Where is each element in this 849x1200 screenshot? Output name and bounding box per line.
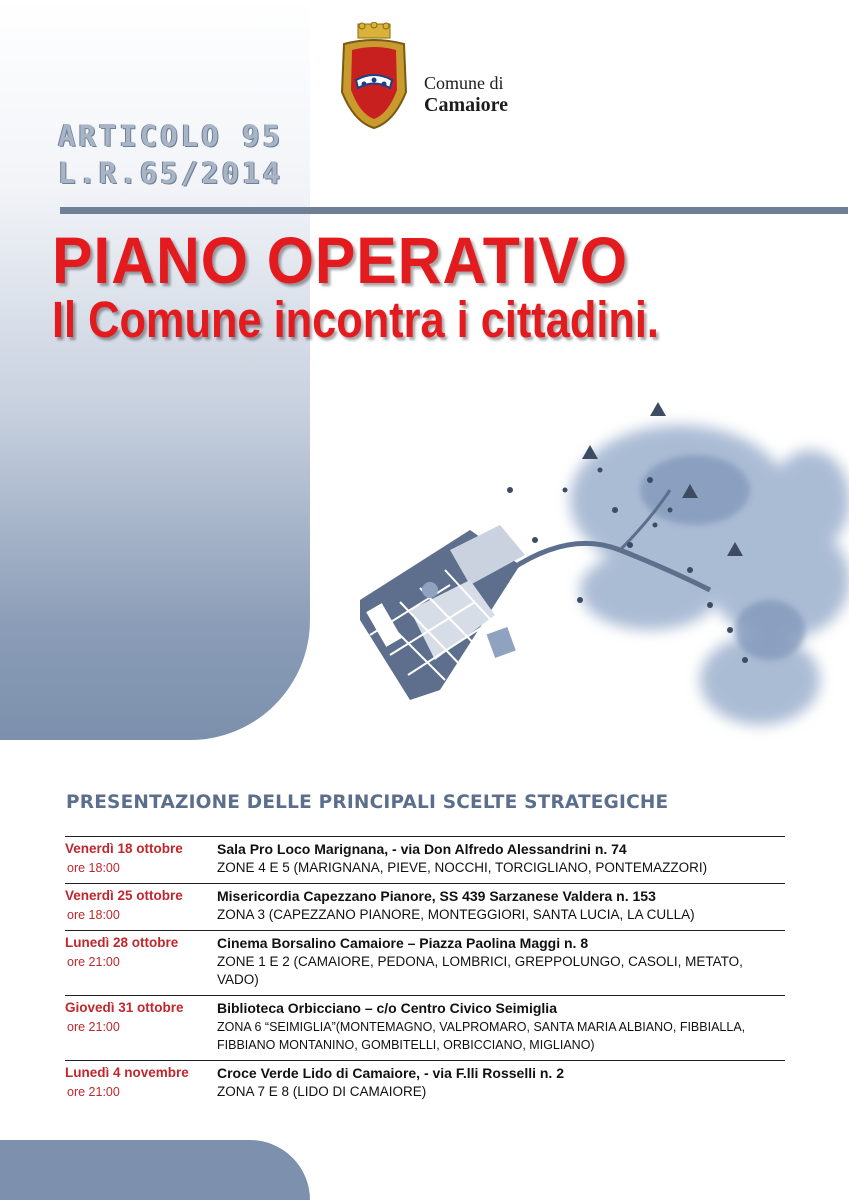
event-item [65, 883, 785, 924]
event-venue: Sala Pro Loco Marignana, - via Don Alfredo Alessandrini n. 74 [217, 841, 627, 857]
event-date: Lunedì 4 novembre [65, 1065, 189, 1080]
event-date: Lunedì 28 ottobre [65, 935, 179, 950]
event-zone: ZONE 1 E 2 (CAMAIORE, PEDONA, LOMBRICI, GREPPOLUNGO, CASOLI, METATO, VADO) [217, 954, 743, 987]
event-venue: Croce Verde Lido di Camaiore, - via F.lli Rosselli n. 2 [217, 1065, 564, 1081]
title-subtitle: Il Comune incontra i cittadini. [52, 291, 659, 348]
event-time: ore 18:00 [67, 908, 120, 922]
events-list [65, 836, 785, 1101]
bottom-decorative-band [0, 1140, 310, 1200]
section-heading: PRESENTAZIONE DELLE PRINCIPALI SCELTE STRATEGICHE [66, 792, 669, 813]
event-venue: Biblioteca Orbicciano – c/o Centro Civico Seimiglia [217, 1000, 557, 1016]
event-item [65, 930, 785, 989]
law-line1: ARTICOLO 95 [58, 119, 284, 153]
background-gradient-panel [0, 0, 310, 740]
event-time: ore 21:00 [67, 1085, 120, 1099]
event-venue: Cinema Borsalino Camaiore – Piazza Paolina Maggi n. 8 [217, 935, 589, 951]
event-zone: ZONA 3 (CAPEZZANO PIANORE, MONTEGGIORI, SANTA LUCIA, LA CULLA) [217, 907, 695, 922]
event-item [65, 836, 785, 877]
event-venue: Misericordia Capezzano Pianore, SS 439 Sarzanese Valdera n. 153 [217, 888, 656, 904]
municipality-line2: Camaiore [424, 93, 509, 116]
event-time: ore 21:00 [67, 955, 120, 969]
header-divider [60, 207, 848, 214]
municipality-line1: Comune di [424, 73, 504, 93]
event-time: ore 18:00 [67, 861, 120, 875]
title-main: PIANO OPERATIVO [52, 223, 629, 297]
event-zone: ZONA 7 E 8 (LIDO DI CAMAIORE) [217, 1084, 427, 1099]
event-zone: ZONE 4 E 5 (MARIGNANA, PIEVE, NOCCHI, TORCIGLIANO, PONTEMAZZORI) [217, 860, 708, 875]
event-date: Venerdì 25 ottobre [65, 888, 183, 903]
town-map-illustration [350, 380, 849, 740]
event-zone: ZONA 6 “SEIMIGLIA”(MONTEMAGNO, VALPROMARO, SANTA MARIA ALBIANO, FIBBIALLA, FIBBIANO MONTANINO, GOMBITELLI, ORBICCIANO, MIGLIANO) [217, 1020, 746, 1052]
page-title [52, 222, 766, 349]
coat-of-arms-icon [334, 22, 414, 132]
event-time: ore 21:00 [67, 1020, 120, 1034]
event-item [65, 1060, 785, 1101]
municipality-name [424, 74, 508, 116]
law-line2: L.R.65/2014 [58, 156, 284, 190]
event-date: Venerdì 18 ottobre [65, 841, 183, 856]
event-date: Giovedì 31 ottobre [65, 1000, 184, 1015]
law-reference [58, 118, 283, 192]
event-item [65, 995, 785, 1054]
